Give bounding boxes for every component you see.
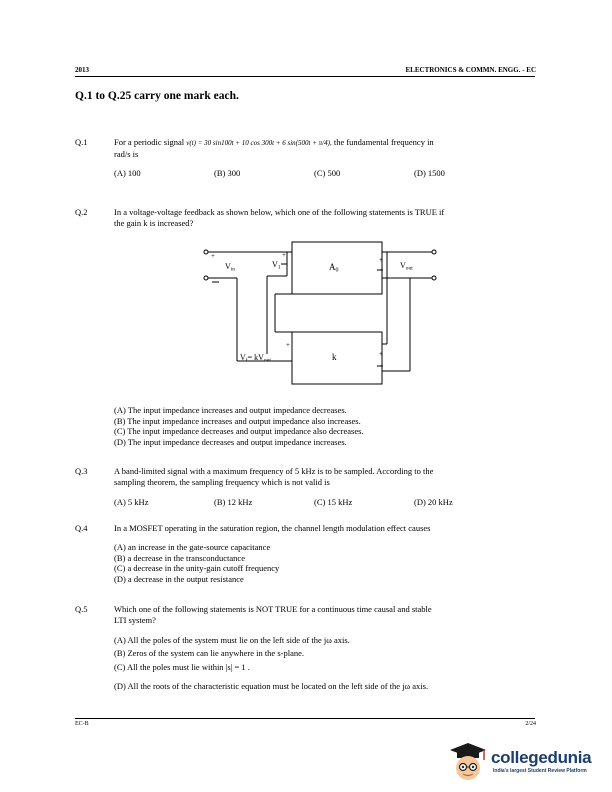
header-paper: ELECTRONICS & COMMN. ENGG. - EC	[405, 66, 536, 74]
option: (B) 12 kHz	[214, 497, 253, 507]
option: (A) The input impedance increases and output impedance decreases.	[114, 405, 347, 415]
header-year: 2013	[75, 66, 89, 74]
question-text: In a MOSFET operating in the saturation region, the channel length modulation effect causes	[114, 523, 431, 533]
section-title: Q.1 to Q.25 carry one mark each.	[75, 90, 239, 102]
feedback-out-plus: +	[379, 350, 383, 358]
question-number: Q.2	[75, 207, 88, 217]
question-text: In a voltage-voltage feedback as shown below, which one of the following statements is TRUE if	[114, 207, 445, 217]
question-number: Q.1	[75, 137, 88, 147]
question-text: For a periodic signal v(t) = 30 sin100t + 10 cos 300t + 6 sin(500t + π/4), the fundamental frequency in	[114, 137, 434, 147]
logo-tagline: India's largest Student Review Platform	[493, 768, 587, 774]
option: (D) All the roots of the characteristic equation must be located on the left side of the jω axis.	[114, 681, 429, 691]
option: (C) All the poles must lie within |s| = 1 .	[114, 662, 250, 672]
footer-page: 2/24	[525, 721, 536, 727]
option: (A) 5 kHz	[114, 497, 149, 507]
vin-label: Vin	[225, 262, 236, 273]
option: (D) The input impedance decreases and output impedance increases.	[114, 436, 347, 447]
vin-plus: +	[211, 252, 215, 260]
option: (C) The input impedance decreases and output impedance also decreases.	[114, 426, 364, 436]
option: (D) 1500	[414, 168, 445, 178]
option: (D) 20 kHz	[414, 497, 453, 507]
k-label: k	[332, 352, 337, 362]
signal-equation: v(t) = 30 sin100t + 10 cos 300t + 6 sin(500t + π/4),	[186, 139, 332, 147]
option: (C) 500	[314, 168, 341, 178]
logo-wordmark: collegedunia	[491, 748, 592, 767]
option: (B) a decrease in the transconductance	[114, 552, 245, 563]
option: (C) 15 kHz	[314, 497, 353, 507]
option: (D) a decrease in the output resistance	[114, 573, 244, 584]
graduate-mascot-icon	[446, 740, 490, 784]
question-number: Q.5	[75, 604, 88, 614]
feedback-circuit-diagram	[195, 236, 445, 386]
vf-plus: +	[286, 341, 290, 349]
vf-label: Vf= kVout	[240, 353, 271, 364]
question-text-line2: the gain k is increased?	[114, 218, 194, 228]
option: (C) a decrease in the unity-gain cutoff frequency	[114, 563, 280, 573]
v1-label: V1	[272, 260, 281, 271]
option: (B) The input impedance increases and output impedance also increases.	[114, 415, 361, 426]
footer-left: EC-B	[75, 721, 89, 727]
question-number: Q.4	[75, 523, 88, 533]
question-text: Which one of the following statements is NOT TRUE for a continuous time causal and stable	[114, 604, 432, 614]
option: (A) an increase in the gate-source capacitance	[114, 542, 271, 552]
option: (B) 300	[214, 168, 241, 178]
question-text: A band-limited signal with a maximum frequency of 5 kHz is to be sampled. According to the	[114, 466, 434, 476]
option: (B) Zeros of the system can lie anywhere in the s-plane.	[114, 648, 305, 658]
option: (A) All the poles of the system must lie on the left side of the jω axis.	[114, 635, 350, 645]
v1-plus: +	[282, 251, 286, 259]
feedback-box	[292, 332, 382, 384]
question-text-line2: sampling theorem, the sampling frequency which is not valid is	[114, 477, 330, 487]
vout-plus: +	[379, 256, 383, 264]
header-rule	[75, 76, 535, 77]
question-number: Q.3	[75, 466, 88, 476]
a0-label: A0	[329, 262, 339, 274]
question-text-line2: LTI system?	[114, 615, 156, 625]
footer-rule	[75, 718, 535, 719]
vout-label: Vout	[400, 261, 413, 272]
option: (A) 100	[114, 168, 141, 178]
question-text-line2: rad/s is	[114, 149, 139, 159]
